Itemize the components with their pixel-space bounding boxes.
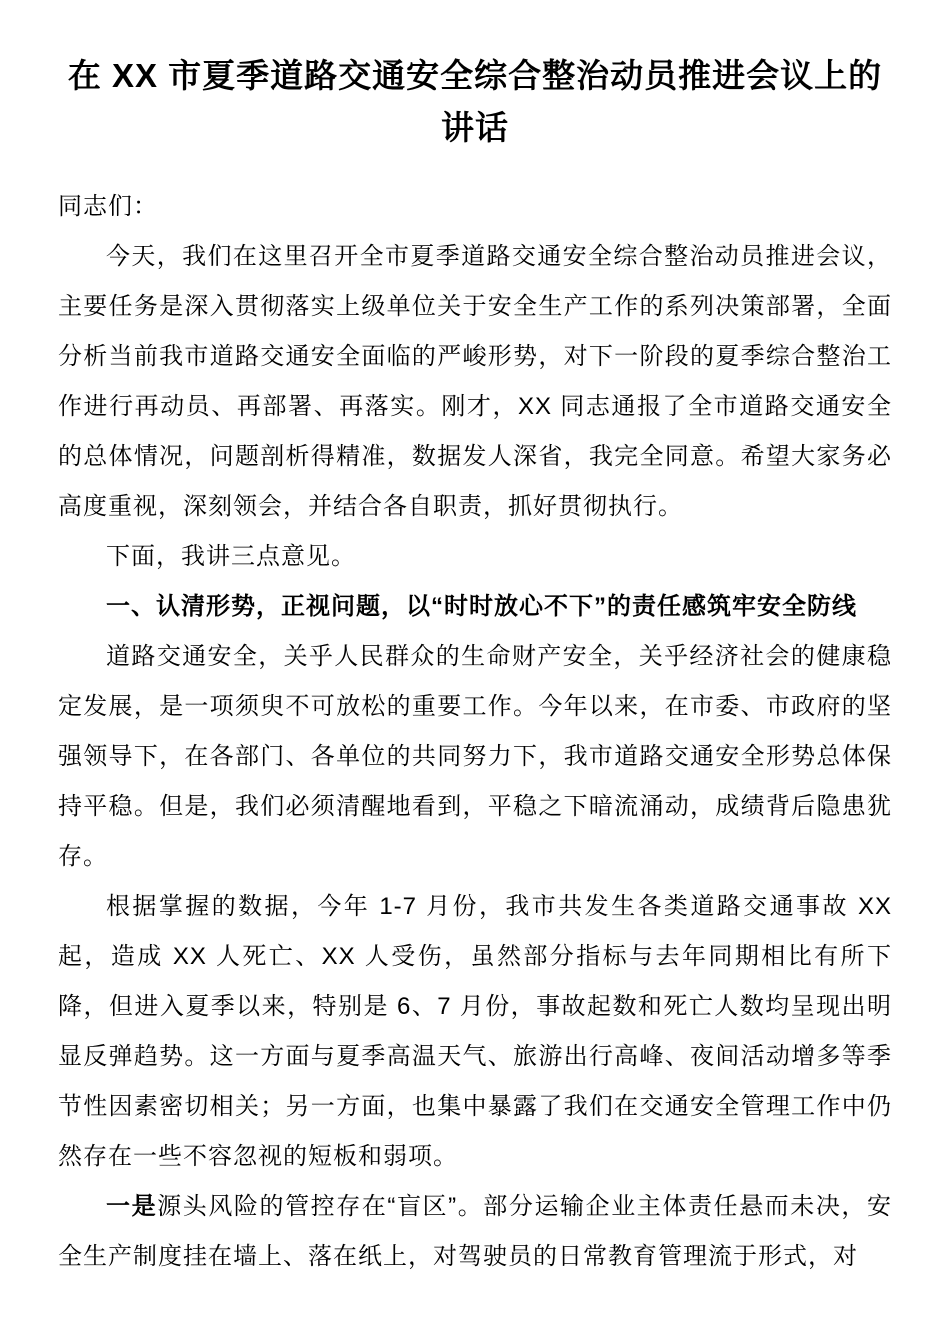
paragraph	[58, 232, 892, 532]
text-run: 根据掌握的数据，今年 1-7 月份，我市共发生各类道路交通事故 XX 起，造成 XX 人死亡、XX 人受伤，虽然部分指标与去年同期相比有所下降，但进入夏季以来，特别是 6、7 月份，事故起数和死亡人数均呈现出明显反弹趋势。这一方面与夏季高温天气、旅游出行高峰、夜间活动增多等季节性因素密切相关；另一方面，也集中暴露了我们在交通安全管理工作中仍然存在一些不容忽视的短板和弱项。	[58, 893, 892, 1170]
text-run: 今天，我们在这里召开全市夏季道路交通安全综合整治动员推进会议，主要任务是深入贯彻落实上级单位关于安全生产工作的系列决策部署，全面分析当前我市道路交通安全面临的严峻形势，对下一阶段的夏季综合整治工作进行再动员、再部署、再落实。刚才，XX 同志通报了全市道路交通安全的总体情况，问题剖析得精准，数据发人深省，我完全同意。希望大家务必高度重视，深刻领会，并结合各自职责，抓好贯彻执行。	[58, 243, 892, 520]
paragraph	[58, 1182, 892, 1282]
paragraph	[58, 632, 892, 882]
text-run: 源头风险的管控存在“盲区”。部分运输企业主体责任悬而未决，安全生产制度挂在墙上、落在纸上，对驾驶员的日常教育管理流于形式，对	[58, 1193, 893, 1270]
text-run: 同志们：	[58, 193, 158, 220]
salutation	[58, 182, 892, 232]
paragraph	[58, 882, 892, 1182]
bold-text-run: 一、认清形势，正视问题，以“时时放心不下”的责任感筑牢安全防线	[106, 593, 857, 620]
section-heading	[58, 582, 892, 632]
bold-text-run: 一是	[106, 1193, 158, 1220]
page-title: 在 XX 市夏季道路交通安全综合整治动员推进会议上的讲话	[67, 57, 883, 146]
text-run: 道路交通安全，关乎人民群众的生命财产安全，关乎经济社会的健康稳定发展，是一项须臾不可放松的重要工作。今年以来，在市委、市政府的坚强领导下，在各部门、各单位的共同努力下，我市道路交通安全形势总体保持平稳。但是，我们必须清醒地看到，平稳之下暗流涌动，成绩背后隐患犹存。	[58, 643, 892, 870]
document-body	[58, 182, 892, 1282]
paragraph	[58, 532, 892, 582]
text-run: 下面，我讲三点意见。	[106, 543, 356, 570]
